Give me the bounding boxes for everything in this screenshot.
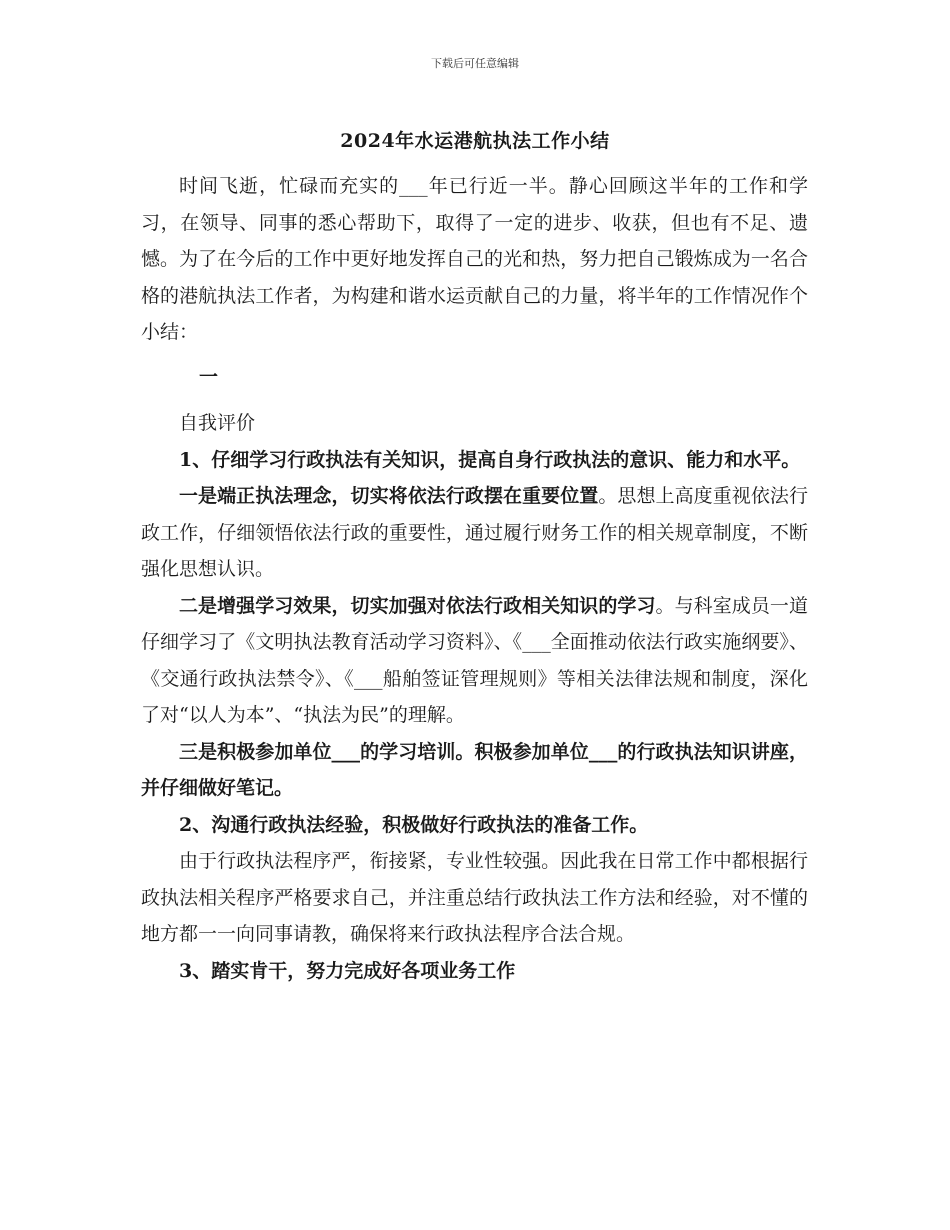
paragraph-1-text: 。思想上高度重视依法行政工作，仔细领悟依法行政的重要性，通过履行财务工作的相关规章制度，不断强化思想认识。 (141, 485, 808, 580)
paragraph-2-text: 。与科室成员一道仔细学习了《文明执法教育活动学习资料》、《___全面推动依法行政实施纲要》、《交通行政执法禁令》、《___船舶签证管理规则》等相关法律法规和制度，深化了对“以人为本”、“执法为民”的理解。 (141, 594, 808, 726)
paragraph-4: 由于行政执法程序严，衔接紧，专业性较强。因此我在日常工作中都根据行政执法相关程序严格要求自己，并注重总结行政执法工作方法和经验，对不懂的地方都一一向同事请教，确保将来行政执法程序合法合规。 (141, 850, 808, 945)
paragraph-1-lead: 一是端正执法理念，切实将依法行政摆在重要位置 (179, 485, 599, 507)
section-title: 自我评价 (179, 412, 256, 434)
heading-1: 1、仔细学习行政执法有关知识，提高自身行政执法的意识、能力和水平。 (179, 448, 801, 471)
paragraph-3: 三是积极参加单位___的学习培训。积极参加单位___的行政执法知识讲座，并仔细做好笔记。 (141, 740, 808, 799)
section-mark: 一 (199, 365, 219, 388)
intro-paragraph: 时间飞逝，忙碌而充实的___年已行近一半。静心回顾这半年的工作和学习，在领导、同事的悉心帮助下，取得了一定的进步、收获，但也有不足、遗憾。为了在今后的工作中更好地发挥自己的光和热，努力把自己锻炼成为一名合格的港航执法工作者，为构建和谐水运贡献自己的力量，将半年的工作情况作个小结： (141, 175, 808, 343)
document-body (141, 168, 808, 989)
heading-2: 2、沟通行政执法经验，积极做好行政执法的准备工作。 (179, 813, 649, 836)
paragraph-2 (141, 588, 808, 734)
paragraph-2-lead: 二是增强学习效果，切实加强对依法行政相关知识的学习 (179, 594, 656, 617)
header-note: 下载后可任意编辑 (431, 57, 519, 70)
heading-3: 3、踏实肯干，努力完成好各项业务工作 (179, 959, 516, 982)
paragraph-1 (141, 478, 808, 588)
document-title: 2024年水运港航执法工作小结 (340, 130, 610, 152)
